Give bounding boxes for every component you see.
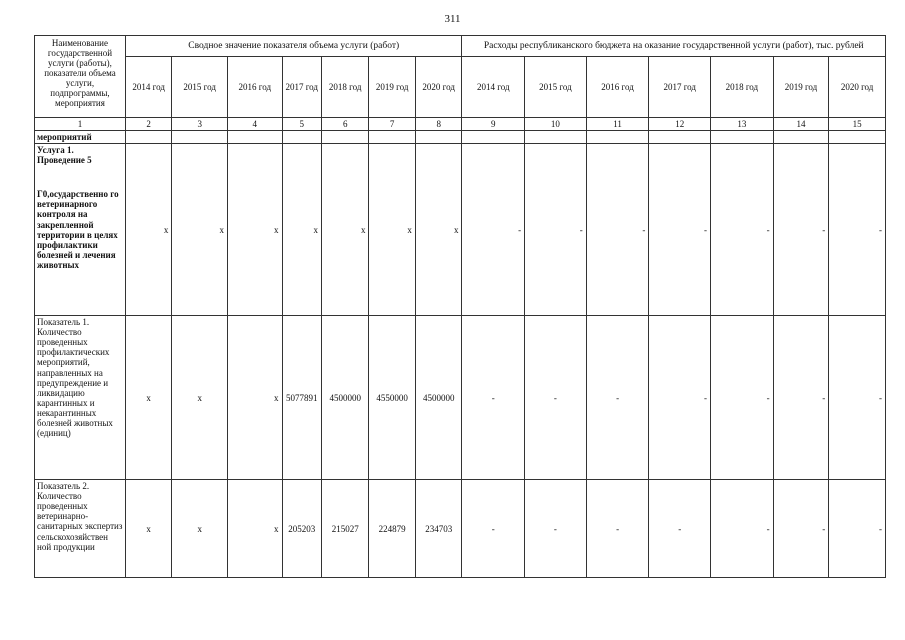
row-name-indicator-2: Показатель 2. Количество проведенных ветеринарно-санитарных экспертиз сельскохозяйствен ной продукции [35,480,126,578]
cell-value: 205203 [282,480,321,578]
cell-value: x [125,480,171,578]
cell-value: x [321,144,368,316]
service-description: Г0,осударственно го ветеринарного контроля на закрепленной территории в целях профилактики болезней и лечения животных [37,189,119,270]
column-number: 10 [525,118,587,131]
cell-value: x [172,316,228,480]
header-year: 2015 год [172,57,228,118]
column-number: 2 [125,118,171,131]
continuation-row [35,131,886,144]
column-number: 11 [586,118,649,131]
header-year: 2016 год [586,57,649,118]
column-number: 15 [829,118,886,131]
cell-value: - [525,480,587,578]
column-number: 6 [321,118,368,131]
header-year: 2019 год [369,57,415,118]
column-number: 9 [462,118,525,131]
column-number: 3 [172,118,228,131]
cell-value: - [462,480,525,578]
cell-value: x [227,480,282,578]
table-row [35,144,886,316]
cell-value: 4500000 [321,316,368,480]
page-number: 311 [444,13,461,25]
cell-value: 234703 [415,480,462,578]
header-volume-group: Сводное значение показателя объема услуги (работ) [125,36,462,57]
column-number: 12 [649,118,711,131]
header-year: 2015 год [525,57,587,118]
continuation-label: мероприятий [35,131,126,144]
header-year: 2017 год [649,57,711,118]
cell-value: - [829,144,886,316]
column-number: 5 [282,118,321,131]
column-number: 4 [227,118,282,131]
cell-value: - [462,144,525,316]
cell-value: - [773,316,829,480]
cell-value: - [586,144,649,316]
header-name-column: Наименование государственной услуги (работы), показатели объема услуги, подпрограммы, мероприятия [35,36,126,118]
row-name-indicator-1: Показатель 1. Количество проведенных профилактических мероприятий, направленных на предупреждение и ликвидацию карантинных и некарантинных болезней животных (единиц) [35,316,126,480]
cell-value: - [525,316,587,480]
table-row [35,480,886,578]
cell-value: - [711,144,774,316]
header-expense-group: Расходы республиканского бюджета на оказание государственной услуги (работ), тыс. рублей [462,36,886,57]
cell-value: x [415,144,462,316]
cell-value: - [586,480,649,578]
cell-value: - [711,316,774,480]
column-number: 14 [773,118,829,131]
header-year: 2016 год [227,57,282,118]
cell-value: - [586,316,649,480]
cell-value: 224879 [369,480,415,578]
cell-value: x [282,144,321,316]
cell-value: 4500000 [415,316,462,480]
header-year: 2014 год [462,57,525,118]
cell-value: x [369,144,415,316]
cell-value: - [829,480,886,578]
column-number: 13 [711,118,774,131]
services-table [34,35,886,578]
cell-value: 4550000 [369,316,415,480]
cell-value: - [649,144,711,316]
column-number: 1 [35,118,126,131]
header-year: 2020 год [829,57,886,118]
cell-value: - [649,480,711,578]
service-title: Услуга 1. Проведение 5 [37,145,92,166]
row-name-service-1 [35,144,126,316]
header-year: 2020 год [415,57,462,118]
table-row [35,316,886,480]
cell-value: 5077891 [282,316,321,480]
cell-value: - [462,316,525,480]
header-year: 2014 год [125,57,171,118]
cell-value: x [125,316,171,480]
header-row-top [35,36,886,57]
column-number: 7 [369,118,415,131]
header-year: 2018 год [321,57,368,118]
cell-value: x [172,480,228,578]
cell-value: x [172,144,228,316]
header-year: 2019 год [773,57,829,118]
cell-value: - [711,480,774,578]
cell-value: x [125,144,171,316]
cell-value: - [525,144,587,316]
cell-value: - [773,480,829,578]
cell-value: x [227,144,282,316]
cell-value: - [649,316,711,480]
cell-value: 215027 [321,480,368,578]
header-year: 2018 год [711,57,774,118]
cell-value: x [227,316,282,480]
cell-value: - [829,316,886,480]
column-number-row [35,118,886,131]
header-row-years [35,57,886,118]
header-year: 2017 год [282,57,321,118]
column-number: 8 [415,118,462,131]
cell-value: - [773,144,829,316]
